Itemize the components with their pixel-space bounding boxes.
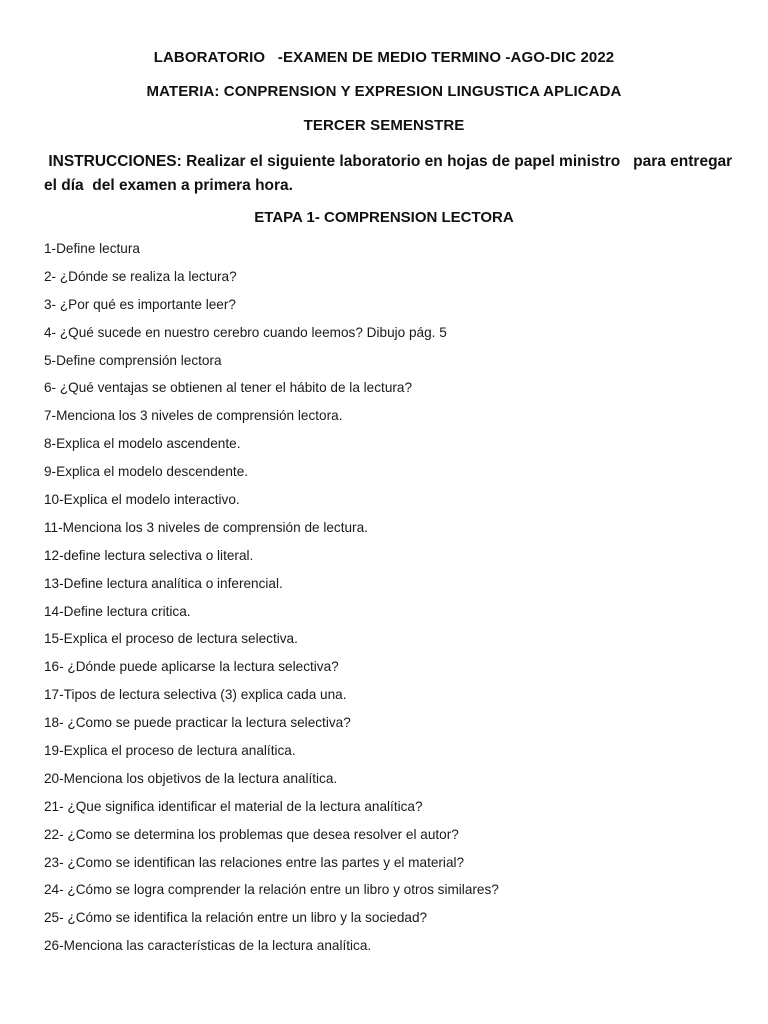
subject-title: MATERIA: CONPRENSION Y EXPRESION LINGUSTICA APLICADA <box>146 83 622 100</box>
question-item: 25- ¿Cómo se identifica la relación entre un libro y la sociedad? <box>44 910 428 926</box>
question-item: 11-Menciona los 3 niveles de comprensión de lectura. <box>44 519 368 535</box>
question-item: 24- ¿Cómo se logra comprender la relación entre un libro y otros similares? <box>44 882 499 898</box>
question-item: 13-Define lectura analítica o inferencial. <box>44 575 283 591</box>
question-item: 6- ¿Qué ventajas se obtienen al tener el hábito de la lectura? <box>44 380 413 396</box>
question-item: 10-Explica el modelo interactivo. <box>44 492 240 508</box>
question-item: 2- ¿Dónde se realiza la lectura? <box>44 268 237 284</box>
question-item: 21- ¿Que significa identificar el material de la lectura analítica? <box>44 798 423 814</box>
question-item: 26-Menciona las características de la lectura analítica. <box>44 938 372 954</box>
question-item: 20-Menciona los objetivos de la lectura analítica. <box>44 770 338 786</box>
question-item: 3- ¿Por qué es importante leer? <box>44 296 236 312</box>
question-item: 15-Explica el proceso de lectura selectiva. <box>44 631 298 647</box>
question-list <box>44 240 734 965</box>
question-item: 12-define lectura selectiva o literal. <box>44 547 254 563</box>
question-item: 17-Tipos de lectura selectiva (3) explica cada una. <box>44 687 347 703</box>
question-item: 19-Explica el proceso de lectura analítica. <box>44 743 296 759</box>
question-item: 5-Define comprensión lectora <box>44 352 222 368</box>
question-item: 16- ¿Dónde puede aplicarse la lectura selectiva? <box>44 659 339 675</box>
question-item: 7-Menciona los 3 niveles de comprensión lectora. <box>44 408 343 424</box>
question-item: 4- ¿Qué sucede en nuestro cerebro cuando leemos? Dibujo pág. 5 <box>44 324 447 340</box>
instructions-paragraph: INSTRUCCIONES: Realizar el siguiente laboratorio en hojas de papel ministro para entregar el día del examen a primera hora. <box>44 153 737 194</box>
question-item: 9-Explica el modelo descendente. <box>44 464 249 480</box>
question-item: 8-Explica el modelo ascendente. <box>44 436 241 452</box>
semester-title: TERCER SEMENSTRE <box>303 117 465 134</box>
question-item: 14-Define lectura critica. <box>44 603 191 619</box>
question-item: 22- ¿Como se determina los problemas que desea resolver el autor? <box>44 826 459 842</box>
question-item: 1-Define lectura <box>44 241 140 256</box>
question-item: 23- ¿Como se identifican las relaciones entre las partes y el material? <box>44 854 465 870</box>
document-title: LABORATORIO -EXAMEN DE MEDIO TERMINO -AGO-DIC 2022 <box>153 49 615 66</box>
question-item: 18- ¿Como se puede practicar la lectura selectiva? <box>44 715 351 731</box>
stage-heading: ETAPA 1- COMPRENSION LECTORA <box>254 209 514 226</box>
